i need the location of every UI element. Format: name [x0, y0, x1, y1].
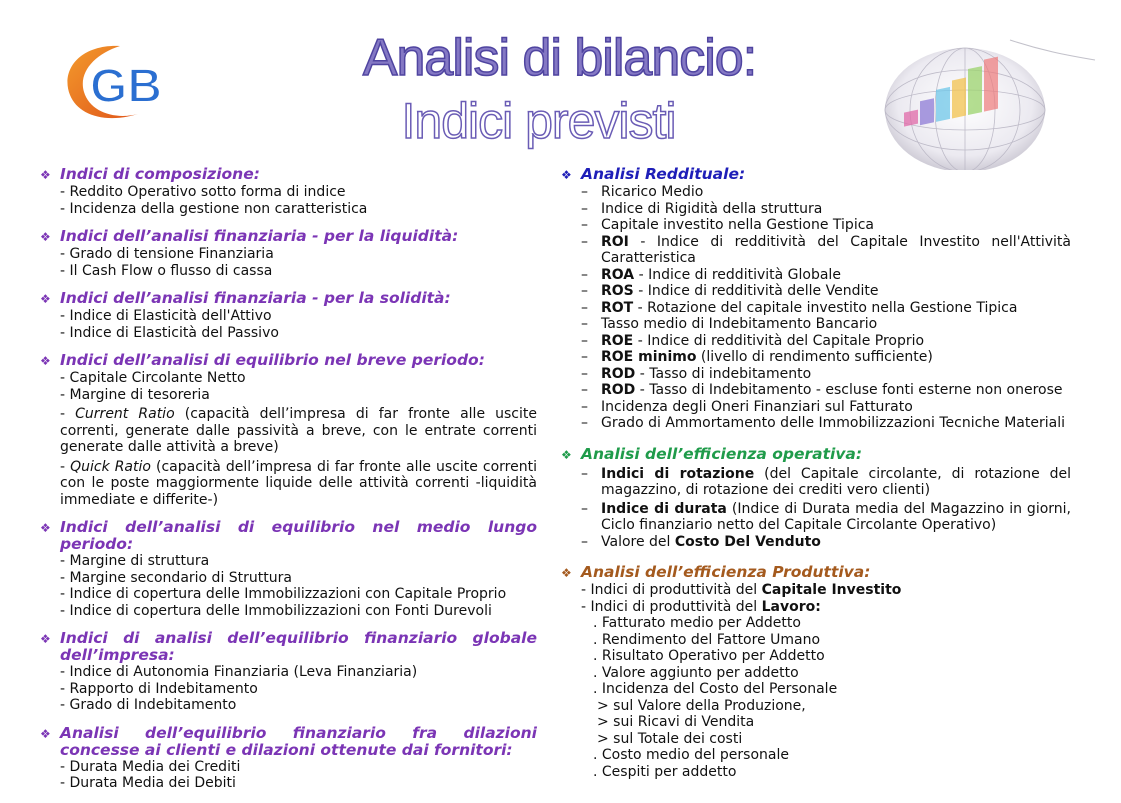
list-item: - Grado di Indebitamento: [60, 697, 237, 713]
list-item: . Incidenza del Costo del Personale: [593, 681, 838, 697]
list-item: > sul Totale dei costi: [597, 730, 743, 747]
bullet-icon: ❖: [561, 566, 572, 580]
list-item: – ROE - Indice di redditività del Capitale Proprio: [581, 332, 925, 349]
bullet-icon: ❖: [40, 632, 51, 646]
section-composizione: [40, 166, 537, 217]
list-item-current-ratio: - Current Ratio (capacità dell’impresa di far fronte alle uscite correnti, generate dalle passività a breve, con le entrate correnti generate dalle attività a breve): [60, 406, 537, 455]
section-heading: ❖ Analisi Reddituale:: [561, 165, 746, 183]
list-item: – Ricarico Medio: [581, 184, 704, 200]
section-heading: ❖ Indici di composizione:: [40, 165, 260, 183]
section-heading: ❖ Indici di analisi dell’equilibrio finanziario globale dell’impresa:: [40, 629, 537, 664]
svg-text:GB: GB: [90, 60, 162, 113]
list-item: - Margine di tesoreria: [60, 386, 210, 403]
section-liquidita: [40, 228, 537, 279]
right-column: [561, 166, 1071, 791]
section-medio-lungo: [40, 519, 537, 619]
list-item: - Indice di copertura delle Immobilizzazioni con Fonti Durevoli: [60, 602, 492, 619]
list-item: . Costo medio del personale: [593, 747, 789, 763]
section-breve-periodo: [40, 352, 537, 508]
list-item: - Margine di struttura: [60, 553, 210, 569]
list-item: – ROT - Rotazione del capitale investito nella Gestione Tipica: [581, 299, 1018, 316]
bullet-icon: ❖: [40, 292, 51, 306]
section-heading: ❖ Analisi dell’efficienza Produttiva:: [561, 563, 871, 581]
list-item-quick-ratio: - Quick Ratio (capacità dell’impresa di far fronte alle uscite correnti con le poste maggiormente liquide delle attività correnti -liquidità immediate e differite-): [60, 458, 537, 508]
list-item: - Indice di copertura delle Immobilizzazioni con Capitale Proprio: [60, 586, 507, 602]
bullet-icon: ❖: [561, 168, 572, 182]
list-item: – ROD - Tasso di indebitamento: [581, 365, 812, 382]
section-efficienza-produttiva: [561, 564, 1071, 780]
list-item: - Reddito Operativo sotto forma di indice: [60, 184, 346, 200]
bullet-icon: ❖: [40, 168, 51, 182]
list-item: – ROI - Indice di redditività del Capitale Investito nell'Attività Caratteristica: [581, 233, 1071, 266]
list-item: - Indice di Autonomia Finanziaria (Leva Finanziaria): [60, 664, 418, 680]
list-item: – ROA - Indice di redditività Globale: [581, 266, 841, 283]
list-item: – Valore del Costo Del Venduto: [581, 533, 821, 550]
section-heading: ❖ Indici dell’analisi di equilibrio nel breve periodo:: [40, 351, 485, 369]
list-item: - Margine secondario di Struttura: [60, 569, 292, 586]
list-item: – Grado di Ammortamento delle Immobilizzazioni Tecniche Materiali: [581, 415, 1065, 431]
section-heading: ❖ Indici dell’analisi finanziaria - per la liquidità:: [40, 227, 459, 245]
section-heading: ❖ Indici dell’analisi di equilibrio nel medio lungo periodo:: [40, 518, 537, 553]
section-reddituale: [561, 166, 1071, 432]
bullet-icon: ❖: [561, 447, 572, 462]
list-item: – Indici di rotazione (del Capitale circolante, di rotazione del magazzino, di rotazione dei crediti vero clienti): [581, 465, 1071, 498]
list-item: – Indice di durata (Indice di Durata media del Magazzino in giorni, Ciclo finanziario netto del Capitale Circolante Operativo): [581, 500, 1071, 533]
globe-chart-image: [860, 30, 1100, 170]
list-item: - Il Cash Flow o flusso di cassa: [60, 262, 273, 279]
list-item: - Grado di tensione Finanziaria: [60, 246, 274, 262]
list-item: - Indice di Elasticità dell'Attivo: [60, 308, 272, 324]
page-title: Analisi di bilancio:: [362, 29, 757, 87]
list-item: – ROD - Tasso di Indebitamento - escluse fonti esterne non onerose: [581, 382, 1063, 398]
bullet-icon: ❖: [40, 726, 51, 741]
list-item: – Capitale investito nella Gestione Tipica: [581, 217, 874, 233]
list-item: - Capitale Circolante Netto: [60, 370, 246, 386]
list-item: > sui Ricavi di Vendita: [597, 714, 755, 730]
section-heading: ❖ Indici dell’analisi finanziaria - per la solidità:: [40, 289, 451, 307]
list-item: - Indice di Elasticità del Passivo: [60, 324, 279, 341]
bullet-icon: ❖: [40, 230, 51, 244]
list-item: - Incidenza della gestione non caratteristica: [60, 200, 368, 217]
list-item: - Indici di produttività del Lavoro:: [581, 598, 821, 615]
list-item: – Indice di Rigidità della struttura: [581, 200, 823, 217]
list-item: . Fatturato medio per Addetto: [593, 615, 801, 631]
list-item: . Valore aggiunto per addetto: [593, 664, 799, 681]
list-item: – ROS - Indice di redditività delle Vendite: [581, 283, 879, 299]
list-item: - Durata Media dei Debiti: [60, 775, 236, 791]
list-item: - Rapporto di Indebitamento: [60, 680, 258, 697]
bullet-icon: ❖: [40, 521, 51, 535]
section-efficienza-operativa: [561, 446, 1071, 551]
section-equilibrio-globale: [40, 630, 537, 714]
bullet-icon: ❖: [40, 354, 51, 368]
page-subtitle: Indici previsti: [401, 93, 676, 149]
list-item: . Risultato Operativo per Addetto: [593, 648, 825, 664]
list-item: . Cespiti per addetto: [593, 763, 737, 780]
section-heading: ❖ Analisi dell’equilibrio finanziario fra dilazioni concesse ai clienti e dilazioni ottenute dai fornitori:: [40, 723, 537, 759]
section-solidita: [40, 290, 537, 341]
list-item: > sul Valore della Produzione,: [597, 697, 806, 714]
list-item: – Incidenza degli Oneri Finanziari sul Fatturato: [581, 398, 913, 415]
list-item: - Indici di produttività del Capitale Investito: [581, 582, 902, 598]
list-item: . Rendimento del Fattore Umano: [593, 631, 821, 648]
section-heading: ❖ Analisi dell’efficienza operativa:: [561, 444, 863, 463]
left-column: [40, 166, 537, 803]
list-item: – Tasso medio di Indebitamento Bancario: [581, 316, 878, 332]
list-item: - Durata Media dei Crediti: [60, 758, 241, 775]
list-item: – ROE minimo (livello di rendimento sufficiente): [581, 349, 933, 365]
section-dilazioni: [40, 725, 537, 792]
